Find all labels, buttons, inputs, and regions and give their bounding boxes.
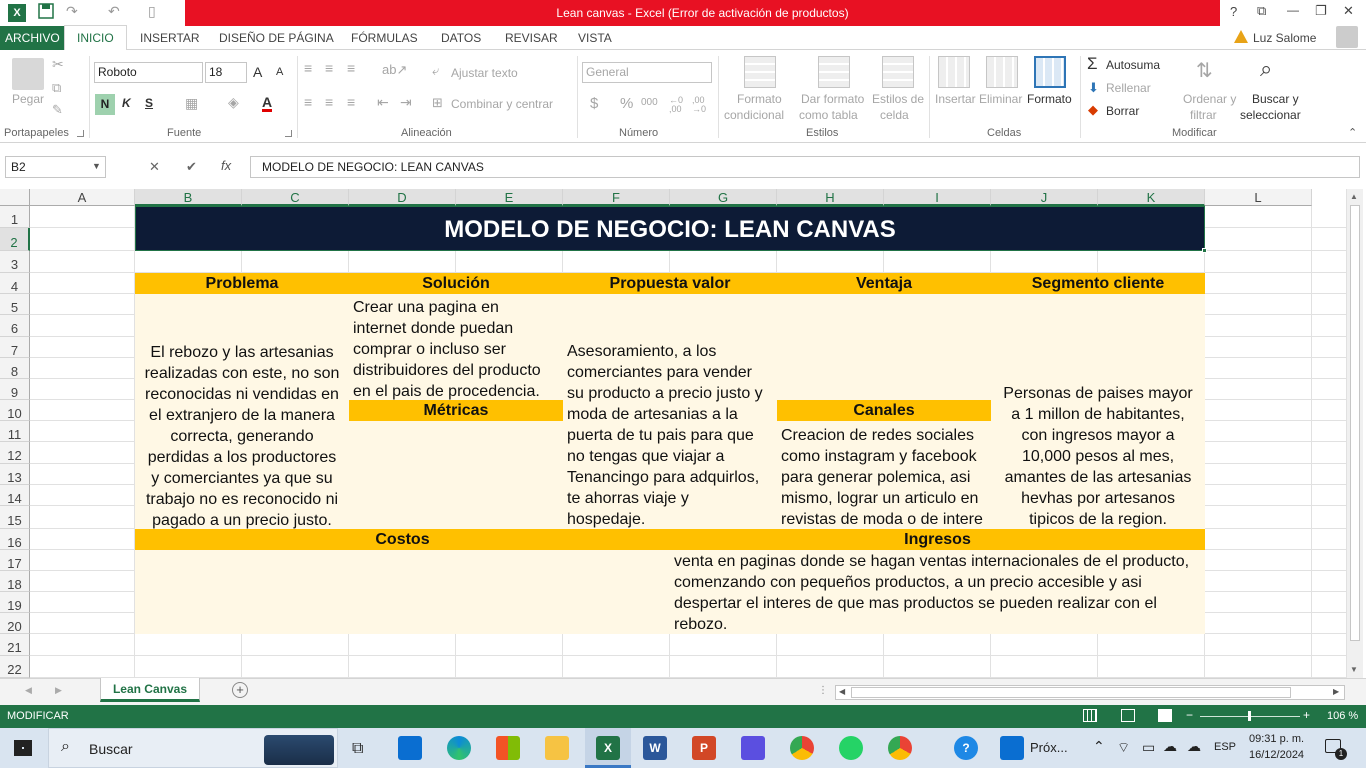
column-header[interactable]: I	[884, 189, 991, 206]
chrome-profile-icon[interactable]	[888, 736, 912, 760]
page-break-icon[interactable]	[1158, 709, 1172, 722]
font-color-button[interactable]: A	[262, 94, 273, 110]
conditional-format-label-1[interactable]: Formato	[737, 92, 782, 106]
tab-formulas[interactable]: FÓRMULAS	[351, 31, 418, 45]
excel-logo-icon[interactable]: X	[8, 4, 26, 22]
next-app-label[interactable]: Próx...	[1030, 740, 1068, 755]
merge-center-button[interactable]: Combinar y centrar	[451, 97, 554, 111]
text-line: comprar o incluso ser	[353, 341, 506, 358]
metricas-cell[interactable]	[349, 421, 563, 529]
tab-archivo[interactable]: ARCHIVO	[0, 26, 65, 50]
editing-group-label: Modificar	[1172, 127, 1217, 139]
align-right-icon[interactable]: ≡	[347, 94, 356, 110]
header-costos[interactable]: Costos	[135, 529, 670, 550]
ribbon-tabs	[0, 26, 1366, 50]
onedrive-icon[interactable]: ☁	[1187, 738, 1201, 754]
clear-icon[interactable]: ◆	[1088, 102, 1098, 117]
notification-count: 1	[1335, 748, 1347, 760]
insert-cells-button[interactable]: Insertar	[935, 92, 976, 106]
decrease-decimal-button[interactable]: ,00 →0	[692, 95, 707, 114]
clock-date[interactable]: 16/12/2024	[1249, 749, 1305, 761]
underline-button[interactable]: S	[145, 96, 154, 110]
cells-group-label: Celdas	[987, 127, 1022, 139]
row-header[interactable]: 11	[0, 421, 30, 442]
task-view-icon[interactable]: ⧉	[352, 740, 364, 757]
taskbar	[0, 728, 1366, 768]
row-header[interactable]: 20	[0, 613, 30, 634]
row-header[interactable]: 2	[0, 228, 30, 251]
header-canales[interactable]: Canales	[777, 400, 991, 421]
sheet-tab-lean-canvas[interactable]: Lean Canvas	[100, 678, 200, 702]
row-header[interactable]: 6	[0, 315, 30, 337]
zoom-level[interactable]: 106 %	[1327, 710, 1359, 722]
warning-icon	[1234, 30, 1248, 43]
format-cells-button[interactable]: Formato	[1027, 92, 1072, 106]
propuesta-text	[567, 341, 777, 530]
align-middle-icon[interactable]: ≡	[325, 60, 334, 76]
text-line: en el pais de procedencia.	[353, 383, 540, 400]
save-icon[interactable]	[38, 3, 54, 22]
paste-label[interactable]: Pegar	[12, 92, 45, 106]
text-line: despertar el interes de que mas productos se pueden realizar con el	[674, 595, 1157, 612]
network-icon[interactable]: ⌔	[1117, 739, 1131, 755]
next-app-icon[interactable]	[1000, 736, 1024, 760]
delete-cells-button[interactable]: Eliminar	[979, 92, 1023, 106]
hscroll-left-icon[interactable]: ◀	[839, 687, 846, 696]
scroll-thumb[interactable]	[1350, 205, 1360, 641]
insert-cells-icon[interactable]	[938, 56, 970, 88]
vertical-scrollbar[interactable]	[1346, 189, 1363, 678]
help-icon[interactable]: ?	[1230, 4, 1238, 19]
cell-styles-label-1[interactable]: Estilos de	[872, 92, 925, 106]
windows-start-icon[interactable]	[14, 740, 32, 756]
powerpoint-taskbar-icon[interactable]: P	[692, 736, 716, 760]
sort-filter-label-1[interactable]: Ordenar y	[1183, 92, 1237, 106]
text-line: su producto a precio justo y	[567, 385, 763, 402]
help-app-icon[interactable]: ?	[954, 736, 978, 760]
undo-icon[interactable]: ↶	[108, 3, 120, 19]
text-line: te ahorras viaje y	[567, 490, 689, 507]
row-header[interactable]: 7	[0, 337, 30, 358]
autosum-button[interactable]: Autosuma	[1106, 58, 1161, 72]
cut-icon[interactable]: ✂	[52, 56, 64, 72]
insert-function-icon[interactable]: fx	[221, 158, 232, 173]
tray-chevron-icon[interactable]: ⌃	[1093, 738, 1105, 754]
text-line: rebozo.	[674, 616, 728, 633]
group-separator	[577, 56, 578, 138]
text-line: reconocidas ni vendidas en	[145, 386, 339, 403]
weather-icon[interactable]: ☁	[1163, 738, 1177, 754]
app-icon-blue-arrow[interactable]	[398, 736, 422, 760]
sheet-tab-bar	[0, 678, 1366, 705]
text-line: moda de artesanias a la	[567, 406, 738, 423]
enter-icon[interactable]: ✔	[186, 159, 197, 174]
whatsapp-icon[interactable]	[839, 736, 863, 760]
text-line: el extranjero de la manera	[149, 407, 335, 424]
row-header[interactable]: 17	[0, 550, 30, 571]
redo-icon[interactable]: ↷	[66, 3, 78, 19]
merge-center-icon[interactable]: ⊞	[432, 95, 443, 110]
row-header[interactable]: 16	[0, 529, 30, 550]
format-cells-icon[interactable]	[1034, 56, 1066, 88]
text-line: El rebozo y las artesanias	[150, 344, 334, 361]
format-as-table-label-1[interactable]: Dar formato	[801, 92, 865, 106]
column-header[interactable]: H	[777, 189, 884, 206]
title-bar	[0, 0, 1366, 26]
text-line: internet donde puedan	[353, 320, 514, 337]
row-header[interactable]: 19	[0, 592, 30, 613]
text-line: Personas de paises mayor	[1003, 385, 1193, 402]
text-line: amantes de las artesanias	[1004, 469, 1192, 486]
sort-filter-icon[interactable]: ⇅	[1196, 60, 1213, 82]
row-header[interactable]: 18	[0, 571, 30, 592]
bold-button[interactable]: N	[95, 94, 115, 115]
number-format-select[interactable]: General	[582, 62, 712, 83]
font-size-select[interactable]: 18	[205, 62, 247, 83]
row-header[interactable]: 9	[0, 379, 30, 400]
zoom-out-icon[interactable]: −	[1186, 708, 1194, 722]
formula-bar	[0, 152, 1366, 182]
fill-icon[interactable]: ⬇	[1088, 80, 1099, 95]
find-select-label-2[interactable]: seleccionar	[1240, 108, 1301, 122]
zoom-thumb[interactable]	[1248, 711, 1251, 721]
row-header[interactable]: 1	[0, 206, 30, 228]
column-header[interactable]: B	[135, 189, 242, 206]
canvas-title[interactable]: MODELO DE NEGOCIO: LEAN CANVAS	[135, 206, 1205, 251]
solucion-text	[353, 297, 563, 402]
increase-decimal-button[interactable]: ←0 ,00	[669, 95, 684, 114]
text-line: hevhas por artesanos	[1021, 490, 1175, 507]
edge-icon[interactable]	[447, 736, 471, 760]
thousands-button[interactable]: 000	[641, 97, 658, 108]
text-line: distribuidores del producto	[353, 362, 541, 379]
column-header[interactable]: F	[563, 189, 670, 206]
user-name[interactable]: Luz Salome	[1253, 31, 1317, 45]
group-separator	[718, 56, 719, 138]
currency-button[interactable]: $	[590, 95, 599, 112]
cell-styles-icon[interactable]	[882, 56, 914, 88]
worksheet-grid[interactable]	[0, 189, 1366, 678]
text-line: comerciantes para vender	[567, 364, 752, 381]
format-as-table-label-2[interactable]: como tabla	[799, 108, 858, 122]
text-line: a 1 millon de habitantes,	[1011, 406, 1185, 423]
text-line: hospedaje.	[567, 511, 646, 528]
row-header[interactable]: 5	[0, 294, 30, 315]
next-sheet-icon[interactable]: ▶	[55, 685, 62, 695]
row-header[interactable]: 22	[0, 656, 30, 678]
display-icon[interactable]: ▭	[1142, 739, 1156, 755]
header-ingresos[interactable]: Ingresos	[670, 529, 1205, 550]
text-line: puerta de tu pais para que	[567, 427, 754, 444]
text-line: pagado a un precio justo.	[152, 512, 332, 529]
align-bottom-icon[interactable]: ≡	[347, 60, 356, 76]
ingresos-text	[674, 551, 1205, 635]
tab-insertar[interactable]: INSERTAR	[140, 31, 200, 45]
page-layout-icon[interactable]	[1121, 709, 1135, 722]
header-segmento[interactable]: Segmento cliente	[991, 273, 1205, 294]
indent-decrease-icon[interactable]: ⇤	[377, 94, 389, 110]
group-separator	[89, 56, 90, 138]
file-explorer-icon[interactable]	[545, 736, 569, 760]
ribbon	[0, 50, 1366, 143]
column-header[interactable]: D	[349, 189, 456, 206]
hscroll-right-icon[interactable]: ▶	[1333, 687, 1340, 696]
prev-sheet-icon[interactable]: ◀	[25, 685, 32, 695]
store-icon[interactable]	[496, 736, 520, 760]
align-left-icon[interactable]: ≡	[304, 94, 313, 110]
align-top-icon[interactable]: ≡	[304, 60, 313, 76]
ventaja-cell[interactable]	[777, 294, 991, 400]
text-line: correcta, generando	[170, 428, 314, 445]
cell-styles-label-2[interactable]: celda	[880, 108, 909, 122]
formula-input[interactable]: MODELO DE NEGOCIO: LEAN CANVAS	[250, 156, 1360, 178]
gridline	[30, 655, 1346, 656]
fill-color-icon[interactable]: ◈	[228, 94, 239, 110]
search-icon: ⌕	[61, 738, 70, 755]
alignment-group-label: Alineación	[401, 127, 452, 139]
text-line: no tengas que viajar a	[567, 448, 725, 465]
word-taskbar-icon[interactable]: W	[643, 736, 667, 760]
grow-font-button[interactable]: A	[253, 64, 263, 80]
row-header[interactable]: 21	[0, 634, 30, 656]
row-header[interactable]: 3	[0, 251, 30, 273]
column-header[interactable]: J	[991, 189, 1098, 206]
hscroll-split-icon[interactable]: ⋮	[818, 685, 828, 696]
text-line: tipicos de la region.	[1029, 511, 1167, 528]
excel-taskbar-icon[interactable]: X	[596, 736, 620, 760]
search-label: Buscar	[89, 741, 133, 757]
user-avatar[interactable]	[1336, 26, 1358, 48]
number-group-label: Número	[619, 127, 659, 139]
conditional-format-label-2[interactable]: condicional	[724, 108, 785, 122]
search-box[interactable]	[48, 728, 338, 768]
canales-text	[781, 425, 991, 529]
language-indicator[interactable]: ESP	[1214, 741, 1237, 753]
row-header[interactable]: 14	[0, 485, 30, 506]
column-header[interactable]: E	[456, 189, 563, 206]
italic-button[interactable]: K	[122, 96, 131, 110]
column-header[interactable]: L	[1205, 189, 1312, 206]
column-header[interactable]: K	[1098, 189, 1205, 206]
format-as-table-icon[interactable]	[818, 56, 850, 88]
segmento-text	[991, 383, 1205, 530]
clipboard-group-label: Portapapeles	[4, 127, 69, 139]
text-line: realizadas con este, no son	[144, 365, 340, 382]
scroll-down-icon[interactable]: ▼	[1350, 665, 1358, 674]
row-header[interactable]: 15	[0, 506, 30, 529]
zoom-in-icon[interactable]: +	[1303, 708, 1311, 722]
delete-cells-icon[interactable]	[986, 56, 1018, 88]
sort-filter-label-2[interactable]: filtrar	[1190, 108, 1217, 122]
selection-handle[interactable]	[1202, 248, 1207, 253]
header-metricas[interactable]: Métricas	[349, 400, 563, 421]
row-header[interactable]: 8	[0, 358, 30, 379]
column-header[interactable]: G	[670, 189, 777, 206]
chrome-icon[interactable]	[790, 736, 814, 760]
align-center-icon[interactable]: ≡	[325, 94, 334, 110]
fill-button[interactable]: Rellenar	[1106, 81, 1151, 95]
header-solucion[interactable]: Solución	[349, 273, 563, 294]
text-line: Crear una pagina en	[353, 299, 499, 316]
tab-datos[interactable]: DATOS	[441, 31, 482, 45]
name-box[interactable]: B2	[5, 156, 106, 178]
hscroll-thumb[interactable]	[851, 687, 1291, 698]
status-bar	[0, 705, 1366, 728]
text-line: para generar polemica, asi	[781, 469, 971, 486]
paste-icon[interactable]	[12, 58, 44, 90]
clipchamp-icon[interactable]	[741, 736, 765, 760]
group-separator	[297, 56, 298, 138]
shrink-font-button[interactable]: A	[276, 66, 284, 78]
find-select-icon[interactable]: ⌕	[1260, 56, 1273, 81]
tab-revisar[interactable]: REVISAR	[505, 31, 558, 45]
scroll-up-icon[interactable]: ▲	[1350, 192, 1358, 201]
copy-icon[interactable]: ⧉	[52, 80, 62, 95]
column-header[interactable]: C	[242, 189, 349, 206]
header-propuesta[interactable]: Propuesta valor	[563, 273, 777, 294]
row-header[interactable]: 13	[0, 464, 30, 485]
collapse-ribbon-icon[interactable]: ⌃	[1348, 127, 1358, 139]
tab-vista[interactable]: VISTA	[578, 31, 612, 45]
ribbon-display-icon[interactable]: ⧉	[1257, 3, 1267, 18]
text-line: 10,000 pesos al mes,	[1021, 448, 1175, 465]
row-header[interactable]: 4	[0, 273, 30, 294]
tab-diseno[interactable]: DISEÑO DE PÁGINA	[219, 31, 334, 45]
header-ventaja[interactable]: Ventaja	[777, 273, 991, 294]
row-header[interactable]: 12	[0, 442, 30, 464]
namebox-dropdown-icon[interactable]: ▼	[92, 161, 101, 171]
wrap-text-icon[interactable]: ⤶	[432, 63, 440, 78]
text-line: Tenancingo para adquirlos,	[567, 469, 760, 486]
normal-view-icon[interactable]	[1083, 709, 1097, 722]
problema-text	[135, 342, 349, 531]
text-line: perdidas a los productores	[147, 449, 337, 466]
text-line: revistas de moda o de intere	[781, 511, 983, 528]
status-mode: MODIFICAR	[7, 710, 69, 722]
minimize-icon[interactable]: —	[1287, 3, 1299, 17]
font-group-label: Fuente	[167, 127, 202, 139]
new-file-icon[interactable]: ▯	[148, 3, 156, 19]
clock-time[interactable]: 09:31 p. m.	[1249, 733, 1305, 745]
find-select-label-1[interactable]: Buscar y	[1252, 92, 1299, 106]
horizontal-scrollbar[interactable]	[835, 685, 1345, 700]
text-line: trabajo no es reconocido ni	[145, 491, 339, 508]
gridline	[1311, 206, 1312, 678]
orientation-icon[interactable]: ab↗	[382, 62, 408, 77]
window-title: Lean canvas - Excel (Error de activación de productos)	[185, 0, 1220, 26]
autosum-icon[interactable]: Σ	[1087, 54, 1098, 73]
indent-increase-icon[interactable]: ⇥	[400, 94, 412, 110]
add-sheet-button[interactable]: +	[232, 682, 248, 698]
font-name-select[interactable]: Roboto	[94, 62, 203, 83]
column-header[interactable]: A	[30, 189, 135, 206]
text-line: venta en paginas donde se hagan ventas internacionales de el producto,	[674, 553, 1190, 570]
styles-group-label: Estilos	[806, 127, 839, 139]
text-line: comenzando con pequeños productos, a un precio accesible y asi	[674, 574, 1142, 591]
group-separator	[929, 56, 930, 138]
text-line: mismo, lograr un articulo en	[781, 490, 979, 507]
search-highlight-image	[264, 735, 334, 765]
clear-button[interactable]: Borrar	[1106, 104, 1140, 118]
cancel-icon[interactable]: ✕	[149, 159, 160, 174]
header-problema[interactable]: Problema	[135, 273, 349, 294]
costos-cell[interactable]	[135, 550, 670, 634]
restore-icon[interactable]: ❐	[1315, 3, 1327, 18]
close-icon[interactable]: ✕	[1343, 3, 1354, 18]
text-line: y comerciantes ya que su	[151, 470, 333, 487]
format-painter-icon[interactable]: ✎	[52, 102, 63, 117]
tab-inicio[interactable]: INICIO	[64, 25, 127, 51]
text-line: Asesoramiento, a los	[567, 343, 717, 360]
group-separator	[1080, 56, 1081, 138]
text-line: con ingresos mayor a	[1021, 427, 1175, 444]
select-all-corner[interactable]	[0, 189, 30, 206]
font-launcher-icon[interactable]	[285, 130, 292, 137]
row-header[interactable]: 10	[0, 400, 30, 421]
wrap-text-button[interactable]: Ajustar texto	[451, 66, 518, 80]
text-line: Creacion de redes sociales	[781, 427, 974, 444]
percent-button[interactable]: %	[620, 95, 634, 112]
conditional-format-icon[interactable]	[744, 56, 776, 88]
borders-icon[interactable]: ▦	[185, 95, 199, 111]
clipboard-launcher-icon[interactable]	[77, 130, 84, 137]
text-line: como instagram y facebook	[781, 448, 977, 465]
